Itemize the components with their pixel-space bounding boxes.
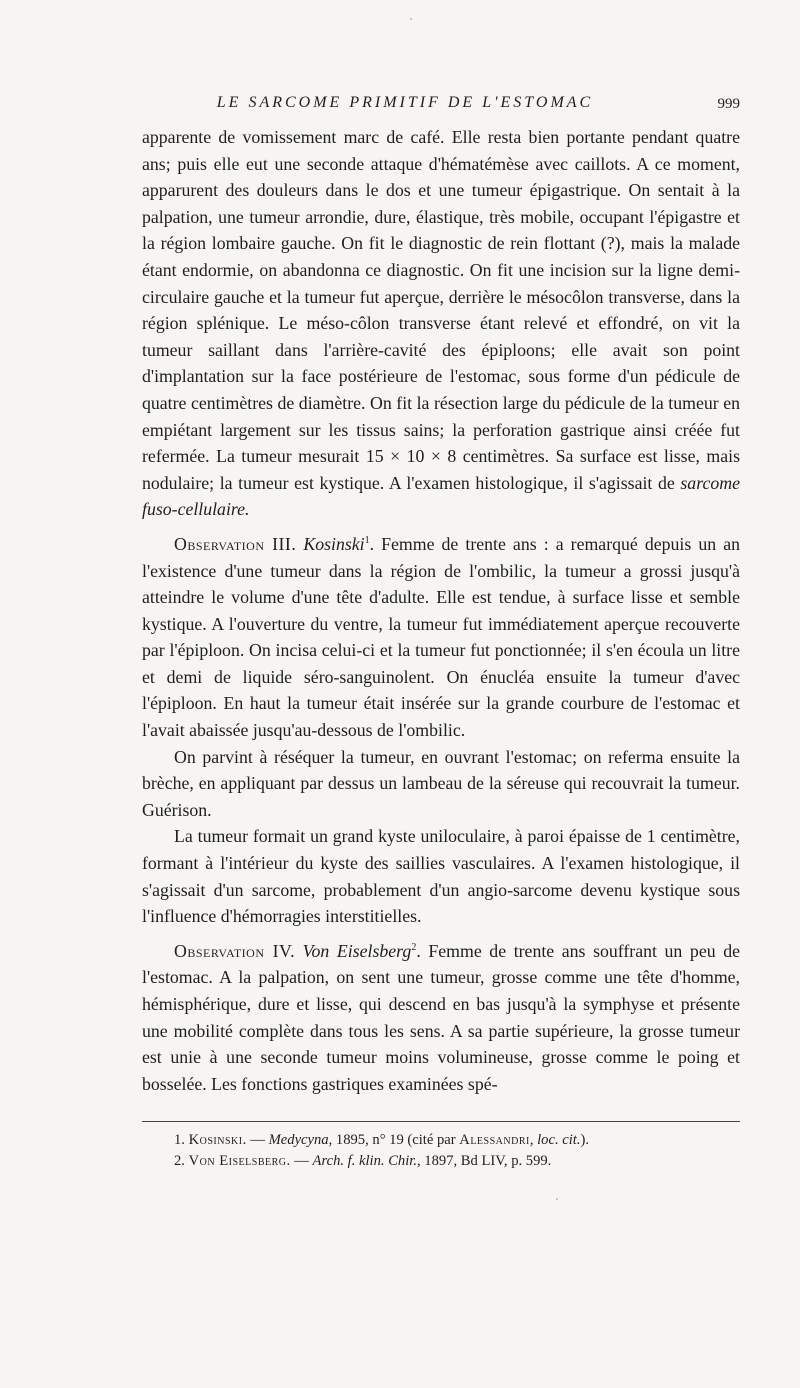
footnote-text: , 1895, n° 19 (cité par	[328, 1132, 460, 1149]
footnote-text: ).	[580, 1132, 590, 1149]
observation-author: Kosinski	[303, 533, 365, 554]
footnote-dash: —	[290, 1153, 313, 1170]
paragraph-observation-3	[142, 531, 740, 744]
observation-label: Observation III.	[174, 533, 297, 554]
footnote-author: Kosinski.	[188, 1132, 247, 1149]
paragraph-text: . Femme de trente ans : a remarqué depuis un an l'existence d'une tumeur dans la région de l'ombilic, la tumeur a grossi jusqu'à atteindre le volume d'une tête d'adulte. Elle est tendue, à surface lisse et semble kystique. A l'ouverture du ventre, la tumeur fut immédiatement aperçue recouverte par l'épiploon. On incisa celui-ci et la tumeur fut ponctionnée; il s'en écoula un litre et demi de liquide séro-sanguinolent. On énucléa ensuite la tumeur d'avec l'épiploon. En haut la tumeur était insérée sur la grande courbure de l'estomac et l'avait abaissée jusqu'au-dessous de l'ombilic.	[142, 533, 740, 741]
paragraph-text: apparente de vomissement marc de café. Elle resta bien portante pendant quatre ans; puis elle eut une seconde attaque d'hématémèse avec caillots. A ce moment, apparurent des douleurs dans le dos et une tumeur épigastrique. On sentait à la palpation, une tumeur arrondie, dure, élastique, très mobile, occupant l'épigastre et la région lombaire gauche. On fit le diagnostic de rein flottant (?), mais la malade étant endormie, on abandonna ce diagnostic. On fit une incision sur la ligne demi-circulaire gauche et la tumeur fut aperçue, derrière le mésocôlon transverse, dans la région splénique. Le méso-côlon transverse étant relevé et effondré, on vit la tumeur saillant dans l'arrière-cavité des épiploons; elle avait son point d'implantation sur la face postérieure de l'estomac, sous forme d'un pédicule de quatre centimètres de diamètre. On fit la résection large du pédicule de la tumeur en empiétant largement sur les tissus sains; la perforation gastrique ainsi créée fut refermée. La tumeur mesurait 15 × 10 × 8 centimètres. Sa surface est lisse, mais nodulaire; la tumeur est kystique. A l'examen histologique, il s'agissait de	[142, 127, 740, 493]
footnote-loc-cit: loc. cit.	[537, 1132, 581, 1149]
observation-author: Von Eiselsberg	[302, 940, 412, 961]
paragraph-tumor-description	[142, 823, 740, 929]
book-page	[142, 88, 740, 1172]
footnote-2	[142, 1151, 740, 1172]
footnote-ref: 1	[364, 534, 370, 546]
footnote-journal: Medycyna	[268, 1132, 329, 1149]
paper-speck	[410, 18, 412, 20]
footnote-number: 1.	[174, 1132, 185, 1149]
paragraph-text: . Femme de trente ans souffrant un peu de l'estomac. A la palpation, on sent une tumeur, grosse comme une tête d'homme, hémisphérique, dure et lisse, qui descend en bas jusqu'à la symphyse et présente une mobilité complète dans tous les sens. A sa partie supérieure, la grosse tumeur est unie à une seconde tumeur moins volumineuse, grosse comme le poing et bosselée. Les fonctions gastriques examinées spé-	[142, 940, 740, 1094]
footnote-ref: 2	[411, 941, 417, 953]
footnote-text: , 1897, Bd LIV, p. 599.	[417, 1153, 552, 1170]
paragraph-resection	[142, 744, 740, 824]
body-text	[142, 124, 740, 1097]
diagnosis-italic: sarcome fuso-cellulaire.	[142, 472, 740, 520]
running-head	[142, 88, 740, 118]
paragraph-observation-4	[142, 938, 740, 1098]
paper-speck	[556, 1198, 558, 1200]
footnote-divider	[142, 1121, 740, 1122]
footnote-author: Von Eiselsberg.	[188, 1153, 291, 1170]
footnotes	[142, 1130, 740, 1172]
footnote-1	[142, 1130, 740, 1151]
paragraph-case-continuation	[142, 124, 740, 523]
footnote-journal: Arch. f. klin. Chir.	[312, 1153, 417, 1170]
footnote-cited-author: Alessandri	[459, 1132, 530, 1149]
paragraph-text: La tumeur formait un grand kyste uniloculaire, à paroi épaisse de 1 centimètre, formant à l'intérieur du kyste des saillies vasculaires. A l'examen histologique, il s'agissait d'un sarcome, probablement d'un angio-sarcome devenu kystique sous l'influence d'hémorragies interstitielles.	[142, 826, 740, 927]
footnote-dash: —	[246, 1132, 269, 1149]
footnote-number: 2.	[174, 1153, 185, 1170]
footnote-text: ,	[529, 1132, 538, 1149]
running-title: LE SARCOME PRIMITIF DE L'ESTOMAC	[216, 94, 594, 111]
paragraph-text: On parvint à réséquer la tumeur, en ouvrant l'estomac; on referma ensuite la brèche, en appliquant par dessus un lambeau de la séreuse qui recouvrait la tumeur. Guérison.	[142, 746, 740, 820]
observation-label: Observation IV.	[174, 940, 296, 961]
page-number: 999	[717, 96, 740, 112]
